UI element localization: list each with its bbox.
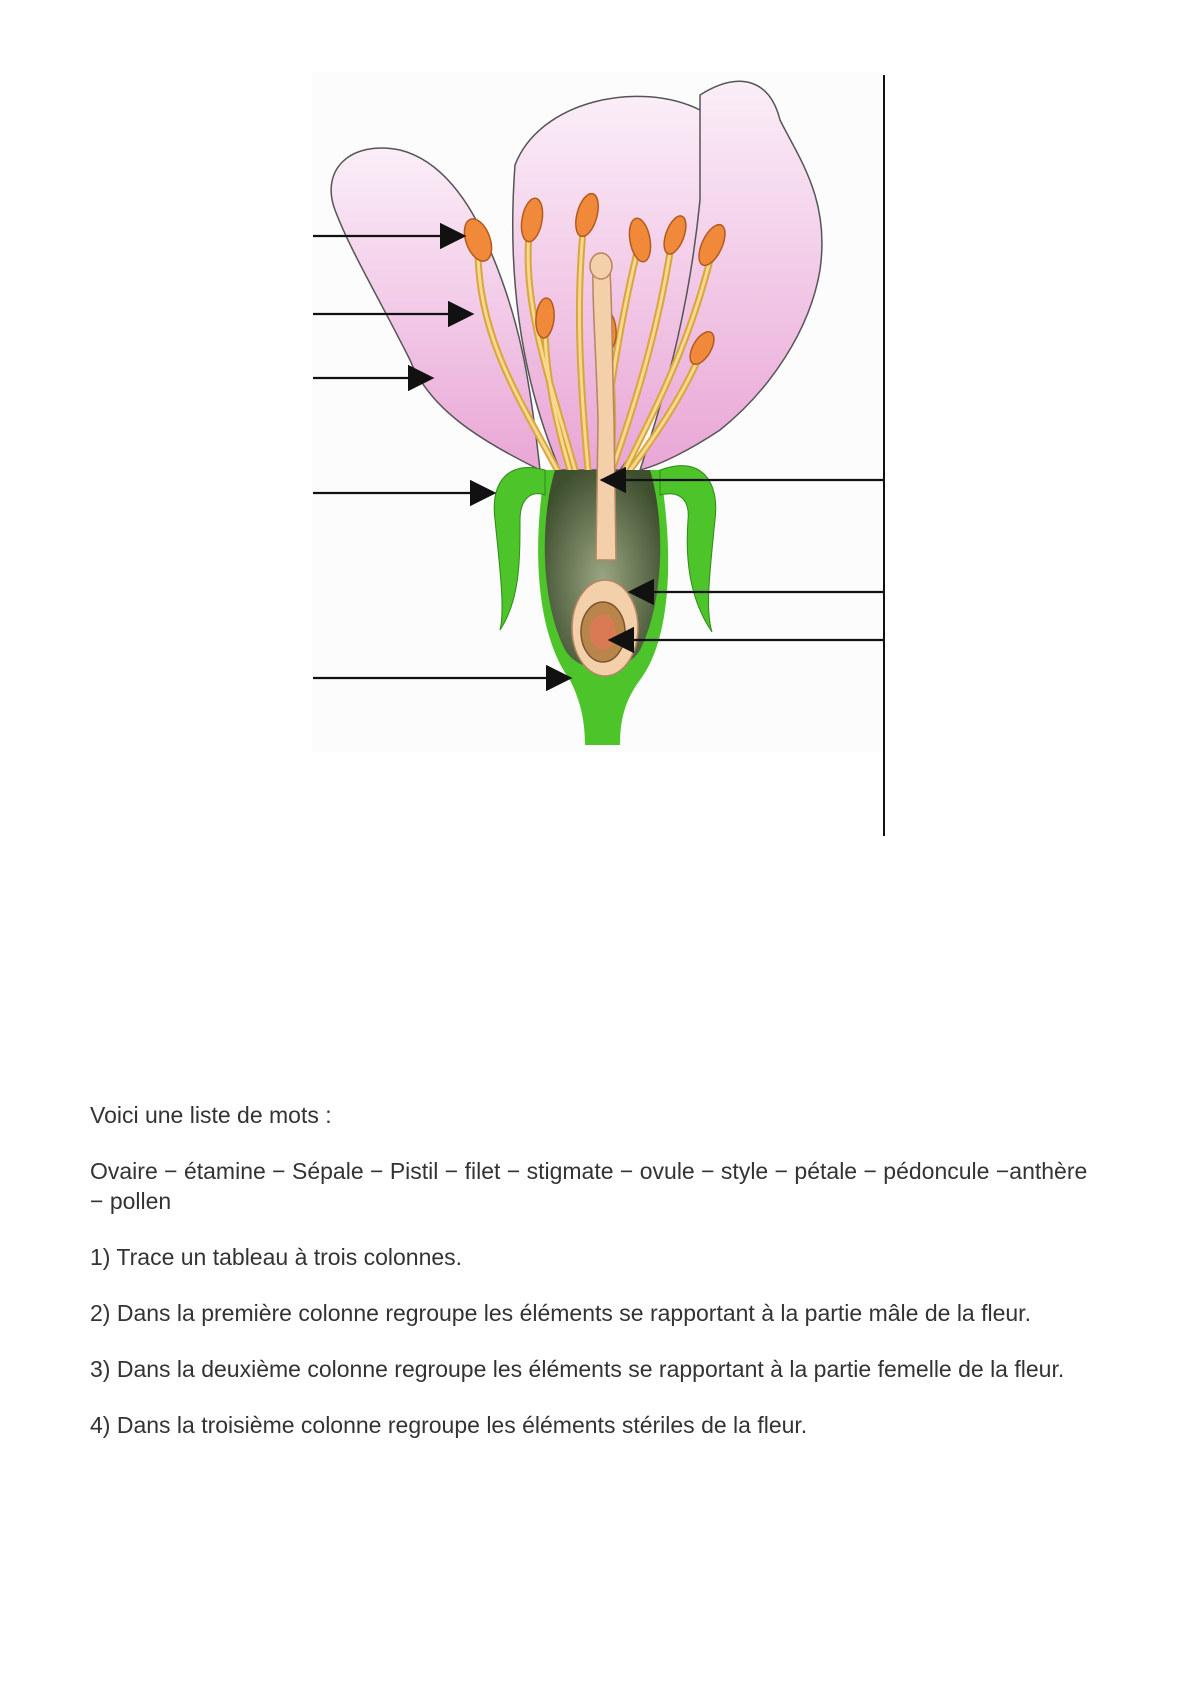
stigma (590, 253, 612, 279)
intro-text: Voici une liste de mots : (90, 1102, 332, 1128)
question-3: 3) Dans la deuxième colonne regroupe les éléments se rapportant à la partie femelle de la fleur. (90, 1356, 1065, 1382)
ovule (590, 614, 616, 650)
question-4: 4) Dans la troisième colonne regroupe les éléments stériles de la fleur. (90, 1412, 808, 1438)
question-1: 1) Trace un tableau à trois colonnes. (90, 1244, 463, 1270)
question-2: 2) Dans la première colonne regroupe les éléments se rapportant à la partie mâle de la fleur. (90, 1300, 1031, 1326)
word-list: Ovaire − étamine − Sépale − Pistil − filet − stigmate − ovule − style − pétale − pédoncule −anthère − pollen (90, 1158, 1088, 1214)
exercise-text (90, 1100, 1090, 1466)
